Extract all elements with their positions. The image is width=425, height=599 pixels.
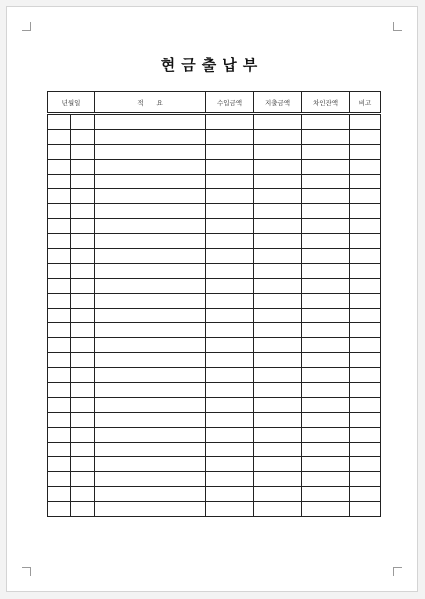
- table-row: [48, 338, 381, 353]
- table-row: [48, 219, 381, 234]
- expense-cell: [254, 159, 302, 174]
- note-cell: [350, 144, 381, 159]
- month-cell: [48, 383, 71, 398]
- income-cell: [206, 323, 254, 338]
- summary-cell: [95, 457, 206, 472]
- summary-cell: [95, 397, 206, 412]
- month-cell: [48, 293, 71, 308]
- balance-cell: [302, 427, 350, 442]
- table-row: [48, 263, 381, 278]
- note-cell: [350, 472, 381, 487]
- table-row: [48, 293, 381, 308]
- day-cell: [71, 353, 95, 368]
- table-row: [48, 397, 381, 412]
- summary-cell: [95, 278, 206, 293]
- summary-cell: [95, 293, 206, 308]
- ledger-body: [48, 114, 381, 517]
- income-cell: [206, 353, 254, 368]
- day-cell: [71, 487, 95, 502]
- day-cell: [71, 383, 95, 398]
- month-cell: [48, 144, 71, 159]
- month-cell: [48, 263, 71, 278]
- income-cell: [206, 293, 254, 308]
- expense-cell: [254, 144, 302, 159]
- day-cell: [71, 159, 95, 174]
- balance-cell: [302, 397, 350, 412]
- income-cell: [206, 383, 254, 398]
- income-cell: [206, 129, 254, 144]
- summary-cell: [95, 323, 206, 338]
- table-row: [48, 487, 381, 502]
- balance-cell: [302, 353, 350, 368]
- note-cell: [350, 353, 381, 368]
- day-cell: [71, 457, 95, 472]
- month-cell: [48, 159, 71, 174]
- balance-cell: [302, 442, 350, 457]
- day-cell: [71, 189, 95, 204]
- table-row: [48, 189, 381, 204]
- day-cell: [71, 338, 95, 353]
- note-cell: [350, 129, 381, 144]
- balance-cell: [302, 368, 350, 383]
- month-cell: [48, 502, 71, 517]
- month-cell: [48, 114, 71, 130]
- table-row: [48, 427, 381, 442]
- note-cell: [350, 263, 381, 278]
- summary-cell: [95, 472, 206, 487]
- note-cell: [350, 457, 381, 472]
- table-row: [48, 308, 381, 323]
- day-cell: [71, 368, 95, 383]
- table-row: [48, 129, 381, 144]
- expense-cell: [254, 189, 302, 204]
- day-cell: [71, 204, 95, 219]
- day-cell: [71, 144, 95, 159]
- crop-mark-bottom-right: [393, 567, 402, 576]
- day-cell: [71, 412, 95, 427]
- note-cell: [350, 234, 381, 249]
- month-cell: [48, 308, 71, 323]
- expense-cell: [254, 383, 302, 398]
- day-cell: [71, 472, 95, 487]
- cash-ledger-table: [47, 91, 381, 517]
- month-cell: [48, 323, 71, 338]
- note-cell: [350, 487, 381, 502]
- expense-cell: [254, 234, 302, 249]
- header-note: 비고: [350, 92, 381, 114]
- table-row: [48, 159, 381, 174]
- expense-cell: [254, 502, 302, 517]
- summary-cell: [95, 368, 206, 383]
- note-cell: [350, 278, 381, 293]
- balance-cell: [302, 129, 350, 144]
- expense-cell: [254, 368, 302, 383]
- month-cell: [48, 249, 71, 264]
- balance-cell: [302, 114, 350, 130]
- table-row: [48, 442, 381, 457]
- balance-cell: [302, 383, 350, 398]
- balance-cell: [302, 234, 350, 249]
- summary-cell: [95, 144, 206, 159]
- summary-cell: [95, 114, 206, 130]
- income-cell: [206, 487, 254, 502]
- day-cell: [71, 129, 95, 144]
- expense-cell: [254, 204, 302, 219]
- income-cell: [206, 472, 254, 487]
- expense-cell: [254, 338, 302, 353]
- note-cell: [350, 323, 381, 338]
- expense-cell: [254, 219, 302, 234]
- note-cell: [350, 219, 381, 234]
- day-cell: [71, 427, 95, 442]
- summary-cell: [95, 263, 206, 278]
- summary-cell: [95, 219, 206, 234]
- header-balance: 차인잔액: [302, 92, 350, 114]
- table-row: [48, 114, 381, 130]
- income-cell: [206, 219, 254, 234]
- note-cell: [350, 174, 381, 189]
- expense-cell: [254, 442, 302, 457]
- header-expense: 지출금액: [254, 92, 302, 114]
- note-cell: [350, 397, 381, 412]
- summary-cell: [95, 442, 206, 457]
- summary-cell: [95, 234, 206, 249]
- table-row: [48, 353, 381, 368]
- expense-cell: [254, 278, 302, 293]
- income-cell: [206, 263, 254, 278]
- note-cell: [350, 293, 381, 308]
- document-page: [6, 6, 418, 592]
- expense-cell: [254, 457, 302, 472]
- day-cell: [71, 323, 95, 338]
- income-cell: [206, 189, 254, 204]
- income-cell: [206, 442, 254, 457]
- table-row: [48, 204, 381, 219]
- expense-cell: [254, 323, 302, 338]
- crop-mark-top-left: [22, 22, 31, 31]
- table-header-row: [48, 92, 381, 114]
- day-cell: [71, 442, 95, 457]
- income-cell: [206, 234, 254, 249]
- balance-cell: [302, 174, 350, 189]
- balance-cell: [302, 412, 350, 427]
- expense-cell: [254, 487, 302, 502]
- note-cell: [350, 412, 381, 427]
- income-cell: [206, 427, 254, 442]
- table-row: [48, 472, 381, 487]
- balance-cell: [302, 293, 350, 308]
- crop-mark-bottom-left: [22, 567, 31, 576]
- table-row: [48, 278, 381, 293]
- note-cell: [350, 427, 381, 442]
- expense-cell: [254, 249, 302, 264]
- month-cell: [48, 234, 71, 249]
- expense-cell: [254, 129, 302, 144]
- table-row: [48, 412, 381, 427]
- income-cell: [206, 144, 254, 159]
- summary-cell: [95, 502, 206, 517]
- note-cell: [350, 338, 381, 353]
- day-cell: [71, 263, 95, 278]
- table-row: [48, 502, 381, 517]
- table-row: [48, 144, 381, 159]
- month-cell: [48, 412, 71, 427]
- day-cell: [71, 219, 95, 234]
- note-cell: [350, 249, 381, 264]
- income-cell: [206, 114, 254, 130]
- summary-cell: [95, 487, 206, 502]
- table-row: [48, 368, 381, 383]
- expense-cell: [254, 427, 302, 442]
- income-cell: [206, 278, 254, 293]
- summary-cell: [95, 129, 206, 144]
- summary-cell: [95, 159, 206, 174]
- month-cell: [48, 353, 71, 368]
- day-cell: [71, 308, 95, 323]
- income-cell: [206, 249, 254, 264]
- day-cell: [71, 174, 95, 189]
- balance-cell: [302, 472, 350, 487]
- document-title: 현금출납부: [160, 56, 264, 74]
- income-cell: [206, 159, 254, 174]
- day-cell: [71, 234, 95, 249]
- note-cell: [350, 114, 381, 130]
- expense-cell: [254, 308, 302, 323]
- summary-cell: [95, 308, 206, 323]
- income-cell: [206, 368, 254, 383]
- month-cell: [48, 278, 71, 293]
- table-row: [48, 457, 381, 472]
- day-cell: [71, 278, 95, 293]
- summary-cell: [95, 353, 206, 368]
- month-cell: [48, 457, 71, 472]
- note-cell: [350, 502, 381, 517]
- balance-cell: [302, 144, 350, 159]
- table-row: [48, 234, 381, 249]
- summary-cell: [95, 338, 206, 353]
- balance-cell: [302, 263, 350, 278]
- expense-cell: [254, 412, 302, 427]
- day-cell: [71, 114, 95, 130]
- balance-cell: [302, 338, 350, 353]
- month-cell: [48, 397, 71, 412]
- month-cell: [48, 174, 71, 189]
- month-cell: [48, 338, 71, 353]
- note-cell: [350, 189, 381, 204]
- income-cell: [206, 308, 254, 323]
- summary-cell: [95, 383, 206, 398]
- note-cell: [350, 204, 381, 219]
- note-cell: [350, 308, 381, 323]
- summary-cell: [95, 174, 206, 189]
- month-cell: [48, 427, 71, 442]
- day-cell: [71, 502, 95, 517]
- expense-cell: [254, 174, 302, 189]
- note-cell: [350, 159, 381, 174]
- summary-cell: [95, 189, 206, 204]
- table-row: [48, 323, 381, 338]
- month-cell: [48, 129, 71, 144]
- crop-mark-top-right: [393, 22, 402, 31]
- balance-cell: [302, 159, 350, 174]
- expense-cell: [254, 472, 302, 487]
- summary-cell: [95, 249, 206, 264]
- income-cell: [206, 457, 254, 472]
- summary-cell: [95, 412, 206, 427]
- day-cell: [71, 249, 95, 264]
- table-row: [48, 383, 381, 398]
- expense-cell: [254, 397, 302, 412]
- expense-cell: [254, 353, 302, 368]
- income-cell: [206, 412, 254, 427]
- balance-cell: [302, 308, 350, 323]
- header-date: 년월일: [48, 92, 95, 114]
- note-cell: [350, 442, 381, 457]
- income-cell: [206, 502, 254, 517]
- header-summary: 적 요: [95, 92, 206, 114]
- income-cell: [206, 338, 254, 353]
- summary-cell: [95, 427, 206, 442]
- day-cell: [71, 293, 95, 308]
- day-cell: [71, 397, 95, 412]
- expense-cell: [254, 263, 302, 278]
- month-cell: [48, 219, 71, 234]
- balance-cell: [302, 219, 350, 234]
- balance-cell: [302, 189, 350, 204]
- balance-cell: [302, 487, 350, 502]
- month-cell: [48, 368, 71, 383]
- balance-cell: [302, 278, 350, 293]
- month-cell: [48, 472, 71, 487]
- note-cell: [350, 368, 381, 383]
- income-cell: [206, 397, 254, 412]
- balance-cell: [302, 323, 350, 338]
- summary-cell: [95, 204, 206, 219]
- income-cell: [206, 174, 254, 189]
- balance-cell: [302, 457, 350, 472]
- table-row: [48, 249, 381, 264]
- month-cell: [48, 442, 71, 457]
- expense-cell: [254, 293, 302, 308]
- month-cell: [48, 487, 71, 502]
- expense-cell: [254, 114, 302, 130]
- header-income: 수입금액: [206, 92, 254, 114]
- note-cell: [350, 383, 381, 398]
- month-cell: [48, 204, 71, 219]
- balance-cell: [302, 502, 350, 517]
- balance-cell: [302, 249, 350, 264]
- month-cell: [48, 189, 71, 204]
- balance-cell: [302, 204, 350, 219]
- income-cell: [206, 204, 254, 219]
- table-row: [48, 174, 381, 189]
